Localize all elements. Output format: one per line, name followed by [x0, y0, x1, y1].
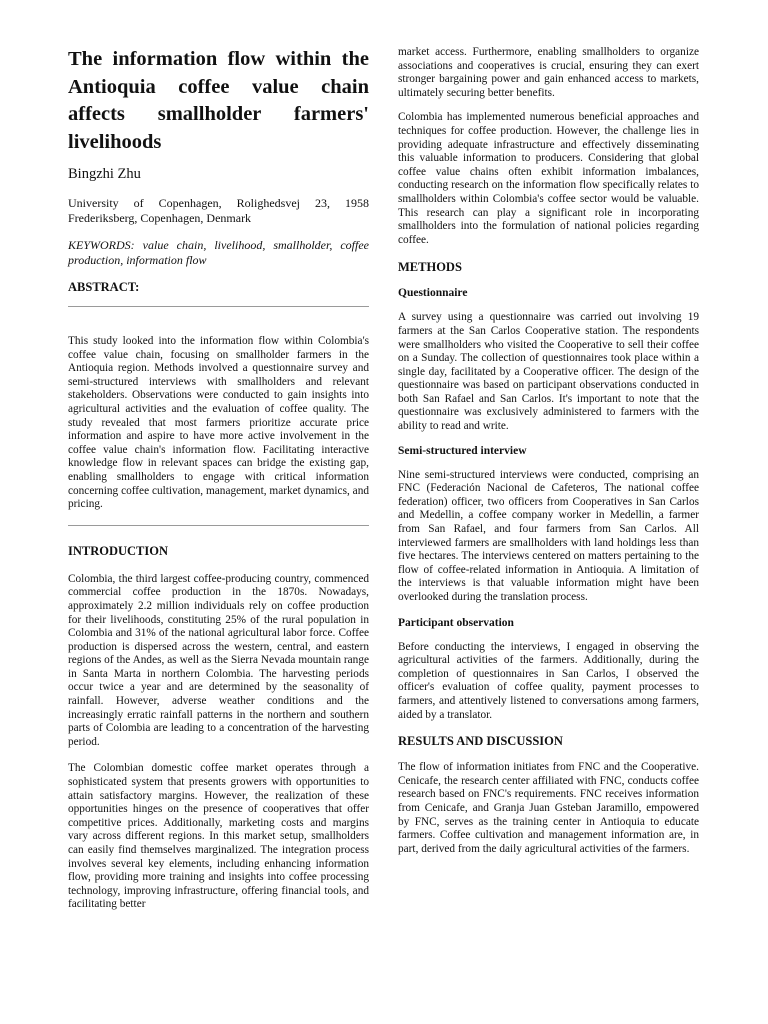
introduction-heading: INTRODUCTION [68, 543, 169, 558]
abstract-heading: ABSTRACT: [68, 280, 140, 294]
left-column [68, 44, 369, 912]
paper-title: The information flow within the Antioquia coffee value chain affects smallholder farmers' livelihoods [68, 48, 369, 153]
abstract-bottom-rule [68, 525, 369, 526]
observation-text: Before conducting the interviews, I engaged in observing the agricultural activities of the farmers. Additionally, during the completion of questionnaires in San Carlos, I observed the officer's evaluation of coffee quality, payment processes to farmers, and attentively listened to conversations among farmers, aided by a translator. [398, 640, 699, 721]
introduction-paragraph-4: Colombia has implemented numerous beneficial approaches and techniques for coffee production. However, the challenge lies in providing adequate infrastructure and effectively disseminating this valuable information to producers. Considering that global coffee value chains often exhibit information imbalances, conducting research on the information flow specifically relates to smallholders within Colombia's coffee sector would be valuable. This research can play a significant role in incorporating smallholders into the formulation of national policies regarding coffee. [398, 111, 699, 246]
questionnaire-text: A survey using a questionnaire was carried out involving 19 farmers at the San Carlos Cooperative station. The respondents were smallholders who visited the Cooperative to sell their coffee on a Sunday. The collection of questionnaires took place within a single day, facilitated by a Cooperative officer. The design of the questionnaire was based on participant observations conducted in both San Rafael and San Carlos. It's important to note that the questionnaire was exclusively administered to farmers with the ability to read and write. [398, 311, 699, 433]
questionnaire-heading: Questionnaire [398, 287, 468, 300]
author-affiliation: University of Copenhagen, Rolighedsvej 23, 1958 Frederiksberg, Copenhagen, Denmark [68, 196, 369, 225]
right-column [398, 46, 699, 856]
abstract-top-rule [68, 306, 369, 307]
methods-heading: METHODS [398, 260, 462, 275]
author-name: Bingzhi Zhu [68, 166, 141, 182]
introduction-paragraph-1: Colombia, the third largest coffee-producing country, commenced commercial coffee production in the 1870s. Nowadays, approximately 2.2 million individuals rely on coffee production for their livelihoods, constituting 25% of the rural population in Colombia and 31% of the national agricultural labor force. Coffee production is dispersed across the western, central, and eastern regions of the Andes, as well as the Sierra Nevada mountain range in Santa Marta in northern Colombia. The harvesting periods occur twice a year and are determined by the seasonality of rainfall. However, adverse weather conditions and the increasingly erratic rainfall patterns in the northern and southern parts of Colombia are leading to a concentration of the harvesting period. [68, 572, 369, 748]
abstract-text: This study looked into the information flow within Colombia's coffee value chain, focusing on smallholder farmers in the Antioquia region. Methods involved a questionnaire survey and semi-structured interviews with smallholders and relevant stakeholders. Observations were conducted to gain insights into agricultural activities and the evaluation of coffee quality. The study revealed that most farmers prioritize accurate price information and aspire to have more active involvement in the coffee value chain's information flow. Facilitating interactive knowledge flow in relevant spaces can bridge the existing gap, enabling smallholders to engage with critical information concerning coffee cultivation, management, market dynamics, and pricing. [68, 335, 369, 511]
results-paragraph-1: The flow of information initiates from FNC and the Cooperative. Cenicafe, the research center affiliated with FNC, conducts coffee research based on FNC's requirements. FNC receives information from Cenicafe, and Granja Juan Gsteban Jaramillo, empowered by FNC, serves as the training center in Antioquia to educate farmers. Coffee cultivation and management information are, in part, derived from the daily agricultural activities of the farmers. [398, 761, 699, 855]
interview-text: Nine semi-structured interviews were conducted, comprising an FNC (Federación Nacional de Cafeteros, The national coffee federation) officer, two officers from Cooperatives in San Carlos and Medellin, a coffee company worker in Medellin, a farmer from San Rafael, and four farmers from San Carlos. All interviewed farmers are smallholders with land holdings less than five hectares. The interviews centered on matters pertaining to the flow of coffee-related information in Antioquia. A limitation of the interviews is that valuable information might have been overlooked during the translation process. [398, 468, 699, 603]
observation-heading: Participant observation [398, 616, 514, 629]
introduction-paragraph-3: market access. Furthermore, enabling smallholders to organize associations and cooperatives is crucial, ensuring they can exert stronger bargaining power and gain enhanced access to markets, ultimately securing better benefits. [398, 46, 699, 99]
results-heading: RESULTS AND DISCUSSION [398, 734, 563, 749]
keywords: KEYWORDS: value chain, livelihood, smallholder, coffee production, information flow [68, 238, 369, 267]
interview-heading: Semi-structured interview [398, 444, 527, 457]
introduction-paragraph-2: The Colombian domestic coffee market operates through a sophisticated system that presents growers with opportunities to attain satisfactory margins. However, the realization of these opportunities hinges on the presence of cooperatives that offer competitive prices. Additionally, marketing costs and margins vary across different regions. In this market setup, smallholders can easily find themselves marginalized. The integration process involves several key elements, including enhancing information flow, providing more training and insights into coffee processing technology, improving infrastructure, offering financial tools, and facilitating better [68, 762, 369, 911]
